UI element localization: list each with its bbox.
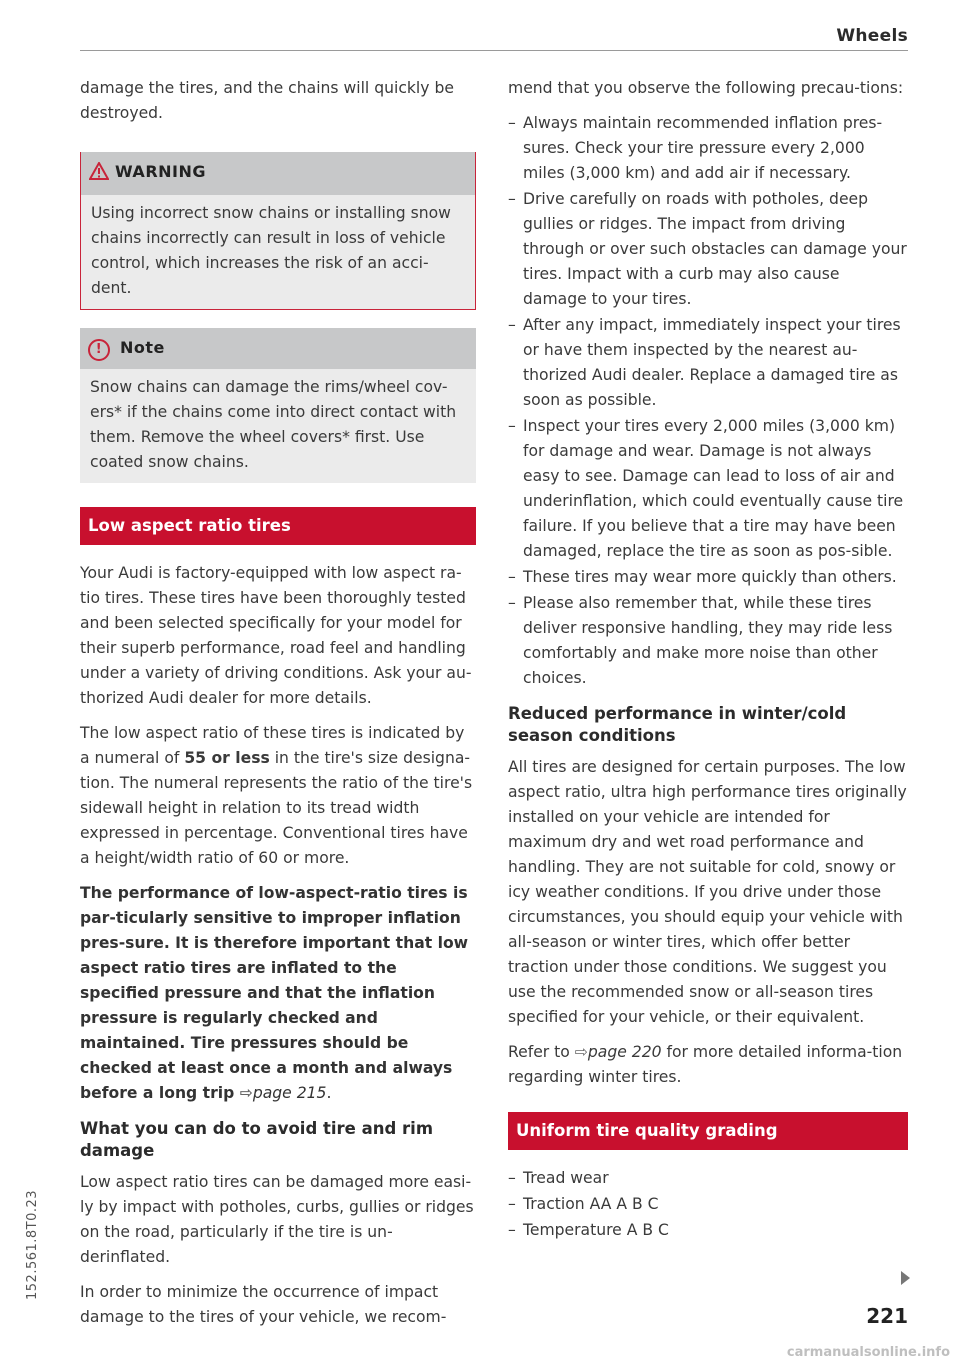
warning-heading-bar — [81, 152, 475, 195]
grading-list — [508, 1166, 908, 1243]
warning-text: Using incorrect snow chains or installing snow chains incorrectly can result in loss of vehicle control, which increases the risk of an acci-dent. — [91, 204, 451, 297]
warning-box — [80, 152, 476, 310]
precautions-list — [508, 111, 908, 691]
p3-before: Refer to — [508, 1043, 575, 1061]
section-title-uniform-grading: Uniform tire quality grading — [508, 1112, 908, 1150]
left-column — [80, 76, 476, 1340]
list-item: – Tread wear — [508, 1166, 908, 1191]
xref-arrow-icon: ⇨ — [239, 1084, 253, 1102]
list-item: – Inspect your tires every 2,000 miles (3,000 km) for damage and wear. Damage is not always easy to see. Damage can lead to loss of air and underinflation, which could eventually cause tire failure. If you believe that a tire may have been damaged, replace the tire as soon as pos-sible. — [508, 414, 908, 564]
subheading-winter: Reduced performance in winter/cold season conditions — [508, 704, 847, 745]
warning-heading: WARNING — [115, 162, 206, 181]
list-item: – Always maintain recommended inflation pres-sures. Check your tire pressure every 2,000 miles (3,000 km) and add air if necessary. — [508, 111, 908, 186]
list-item: – Drive carefully on roads with potholes, deep gullies or ridges. The impact from driving through or over such obstacles can damage your tires. Impact with a curb may also cause damage to your tires. — [508, 187, 908, 312]
precautions-intro: mend that you observe the following precau-tions: — [508, 79, 904, 97]
page-number: 221 — [866, 1304, 908, 1328]
watermark: carmanualsonline.info — [786, 1345, 950, 1360]
p2-after: in the tire's size designa-tion. The numeral represents the ratio of the tire's sidewall height in relation to its tread width expressed in percentage. Conventional tires have a height/width ratio of 60 or more. — [80, 749, 473, 867]
list-item: – After any impact, immediately inspect your tires or have them inspected by the nearest au-thorized Audi dealer. Replace a damaged tire as soon as possible. — [508, 313, 908, 413]
page-215-label: page 215 — [252, 1084, 327, 1102]
running-header: Wheels — [836, 26, 908, 46]
winter-reference-paragraph — [508, 1040, 908, 1090]
warning-body — [81, 195, 475, 309]
list-item: – Temperature A B C — [508, 1218, 908, 1243]
section-title-low-aspect: Low aspect ratio tires — [80, 507, 476, 545]
winter-paragraph: All tires are designed for certain purposes. The low aspect ratio, ultra high performance tires originally installed on your vehicle are intended for maximum dry and wet road performance and handling. They are not suitable for cold, snowy or icy weather conditions. If you drive under those circumstances, you should equip your vehicle with all-season or winter tires, which offer better traction under those conditions. We suggest you use the recommended snow or all-season tires specified for your vehicle, or their equivalent. — [508, 758, 907, 1026]
continue-arrow-icon — [901, 1271, 910, 1285]
list-item: – Traction AA A B C — [508, 1192, 908, 1217]
page-220-label: page 220 — [587, 1043, 662, 1061]
low-aspect-paragraph-2 — [80, 721, 476, 871]
avoid-damage-paragraph-1: Low aspect ratio tires can be damaged more easi-ly by impact with potholes, curbs, gullies or ridges on the road, particularly if the tire is un-derinflated. — [80, 1173, 474, 1266]
p3-after: for more detailed informa-tion regarding winter tires. — [508, 1043, 903, 1086]
bold-para-end: . — [326, 1084, 332, 1102]
exclamation-circle-icon: ! — [88, 339, 110, 361]
inflation-bold-text: The performance of low-aspect-ratio tires is par-ticularly sensitive to improper inflation pres-sure. It is therefore important that low aspect ratio tires are inflated to the specified pressure and that the inflation pressure is regularly checked and maintained. Tire pressures should be checked at least once a month and always before a long trip — [80, 884, 469, 1102]
header-rule — [80, 50, 908, 51]
intro-paragraph: damage the tires, and the chains will quickly be destroyed. — [80, 79, 454, 122]
p2-bold: 55 or less — [184, 749, 270, 767]
page-215-link[interactable] — [240, 1084, 327, 1102]
side-document-code: 152.561.8T0.23 — [25, 1189, 40, 1300]
subheading-avoid-damage: What you can do to avoid tire and rim damage — [80, 1119, 434, 1160]
xref-arrow-icon: ⇨ — [574, 1043, 588, 1061]
inflation-bold-paragraph — [80, 881, 476, 1106]
note-heading-bar — [80, 328, 476, 369]
low-aspect-paragraph-1: Your Audi is factory-equipped with low aspect ra-tio tires. These tires have been thoroughly tested and been selected specifically for your model for their superb performance, road feel and handling under a variety of driving conditions. Ask your au-thorized Audi dealer for more details. — [80, 564, 472, 707]
list-item: – Please also remember that, while these tires deliver responsive handling, they may ride less comfortably and make more noise than other choices. — [508, 591, 908, 691]
note-box — [80, 328, 476, 483]
p2-before: The low aspect ratio of these tires is indicated by a numeral of — [80, 724, 465, 767]
note-text: Snow chains can damage the rims/wheel cov-ers* if the chains come into direct contact with them. Remove the wheel covers* first. Use coated snow chains. — [90, 378, 457, 471]
note-heading: Note — [120, 338, 165, 357]
avoid-damage-paragraph-2: In order to minimize the occurrence of impact damage to the tires of your vehicle, we recom- — [80, 1283, 447, 1326]
right-column — [508, 76, 908, 1253]
page-220-link[interactable] — [575, 1043, 662, 1061]
list-item: – These tires may wear more quickly than others. — [508, 565, 908, 590]
note-body — [80, 369, 476, 483]
warning-triangle-icon — [89, 162, 109, 187]
